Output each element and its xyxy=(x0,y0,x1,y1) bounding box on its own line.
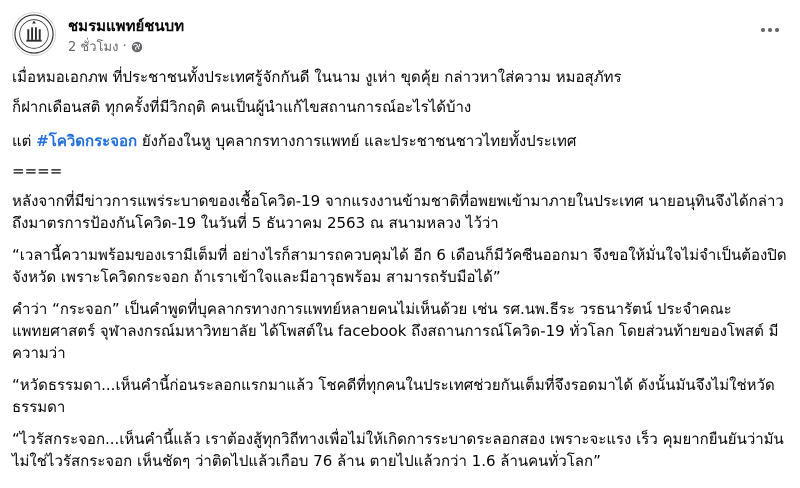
hashtag-prefix: แต่ xyxy=(12,132,37,150)
hashtag-suffix: ยังก้องในหู บุคลากรทางการแพทย์ และประชาชนชาวไทยทั้งประเทศ xyxy=(137,132,577,150)
page-avatar[interactable] xyxy=(12,12,56,56)
meta-separator: · xyxy=(122,39,127,54)
more-horizontal-icon xyxy=(761,28,765,32)
post-quote: “หวัดธรรมดา...เห็นคำนี้ก่อนระลอกแรกมาแล้ว โชคดีที่ทุกคนในประเทศช่วยกันเต็มที่จึงรอดมาได้ ดังนั้นมันจึงไม่ใช่หวัดธรรมดา xyxy=(12,376,775,416)
post-paragraph: ก็ฝากเดือนสติ ทุกครั้งที่มีวิกฤติ คนเป็นผู้นำแก้ไขสถานการณ์อะไรได้บ้าง xyxy=(12,98,472,116)
globe-icon[interactable] xyxy=(131,41,143,53)
post-paragraph: คำว่า “กระจอก” เป็นคำพูดที่บุคลากรทางการแพทย์หลายคนไม่เห็นด้วย เช่น รศ.นพ.ธีระ วรธนารัตน์ ประจำคณะแพทยศาสตร์ จุฬาลงกรณ์มหาวิทยาลัย ได้โพสต์ใน facebook ถึงสถานการณ์โควิด-19 ทั่วโลก โดยส่วนท้ายของโพสต์ มีความว่า xyxy=(12,300,779,362)
post-divider-text: ==== xyxy=(12,162,63,180)
post-header xyxy=(12,10,788,58)
post-quote: “ไวรัสกระจอก...เห็นคำนี้แล้ว เราต้องสู้ทุกวิถีทางเพื่อไม่ให้เกิดการระบาดระลอกสอง เพราะจะแรง เร็ว คุมยากยืนยันว่ามันไม่ใช่ไวรัสกระจอก เห็นชัดๆ ว่าติดไปแล้วเกือบ 76 ล้าน ตายไปแล้วกว่า 1.6 ล้านคนทั่วโลก” xyxy=(12,430,784,470)
page-name-link[interactable]: ชมรมแพทย์ชนบท xyxy=(68,17,185,35)
more-horizontal-icon xyxy=(768,28,772,32)
post-paragraph-with-hashtag xyxy=(12,130,788,152)
post-quote: “เวลานี้ความพร้อมของเรามีเต็มที่ อย่างไรก็สามารถควบคุมได้ อีก 6 เดือนก็มีวัคซีนออกมา จึงขอให้มั่นใจไม่จำเป็นต้องปิดจังหวัด เพราะโควิดกระจอก ถ้าเราเข้าใจและมีอาวุธพร้อม สามารถรับมือได้” xyxy=(12,246,787,286)
hashtag-link[interactable]: #โควิดกระจอก xyxy=(36,132,138,150)
post-paragraph: เมื่อหมอเอกภพ ที่ประชาชนทั้งประเทศรู้จักกันดี ในนาม งูเห่า ขุดคุ้ย กล่าวหาใส่ความ หมอสุภัทร xyxy=(12,68,622,86)
post-meta xyxy=(68,36,143,57)
more-options-button[interactable] xyxy=(752,18,788,42)
club-logo-icon xyxy=(13,13,55,55)
post-body xyxy=(12,66,788,472)
post-time-link[interactable]: 2 ชั่วโมง xyxy=(68,40,119,55)
post-paragraph: หลังจากที่มีข่าวการแพร่ระบาดของเชื้อโควิด-19 จากแรงงานข้ามชาติที่อพยพเข้ามาภายในประเทศ นายอนุทินจึงได้กล่าวถึงมาตรการป้องกันโควิด-19 ในวันที่ 5 ธันวาคม 2563 ณ สนามหลวง ไว้ว่า xyxy=(12,192,784,232)
more-horizontal-icon xyxy=(775,28,779,32)
